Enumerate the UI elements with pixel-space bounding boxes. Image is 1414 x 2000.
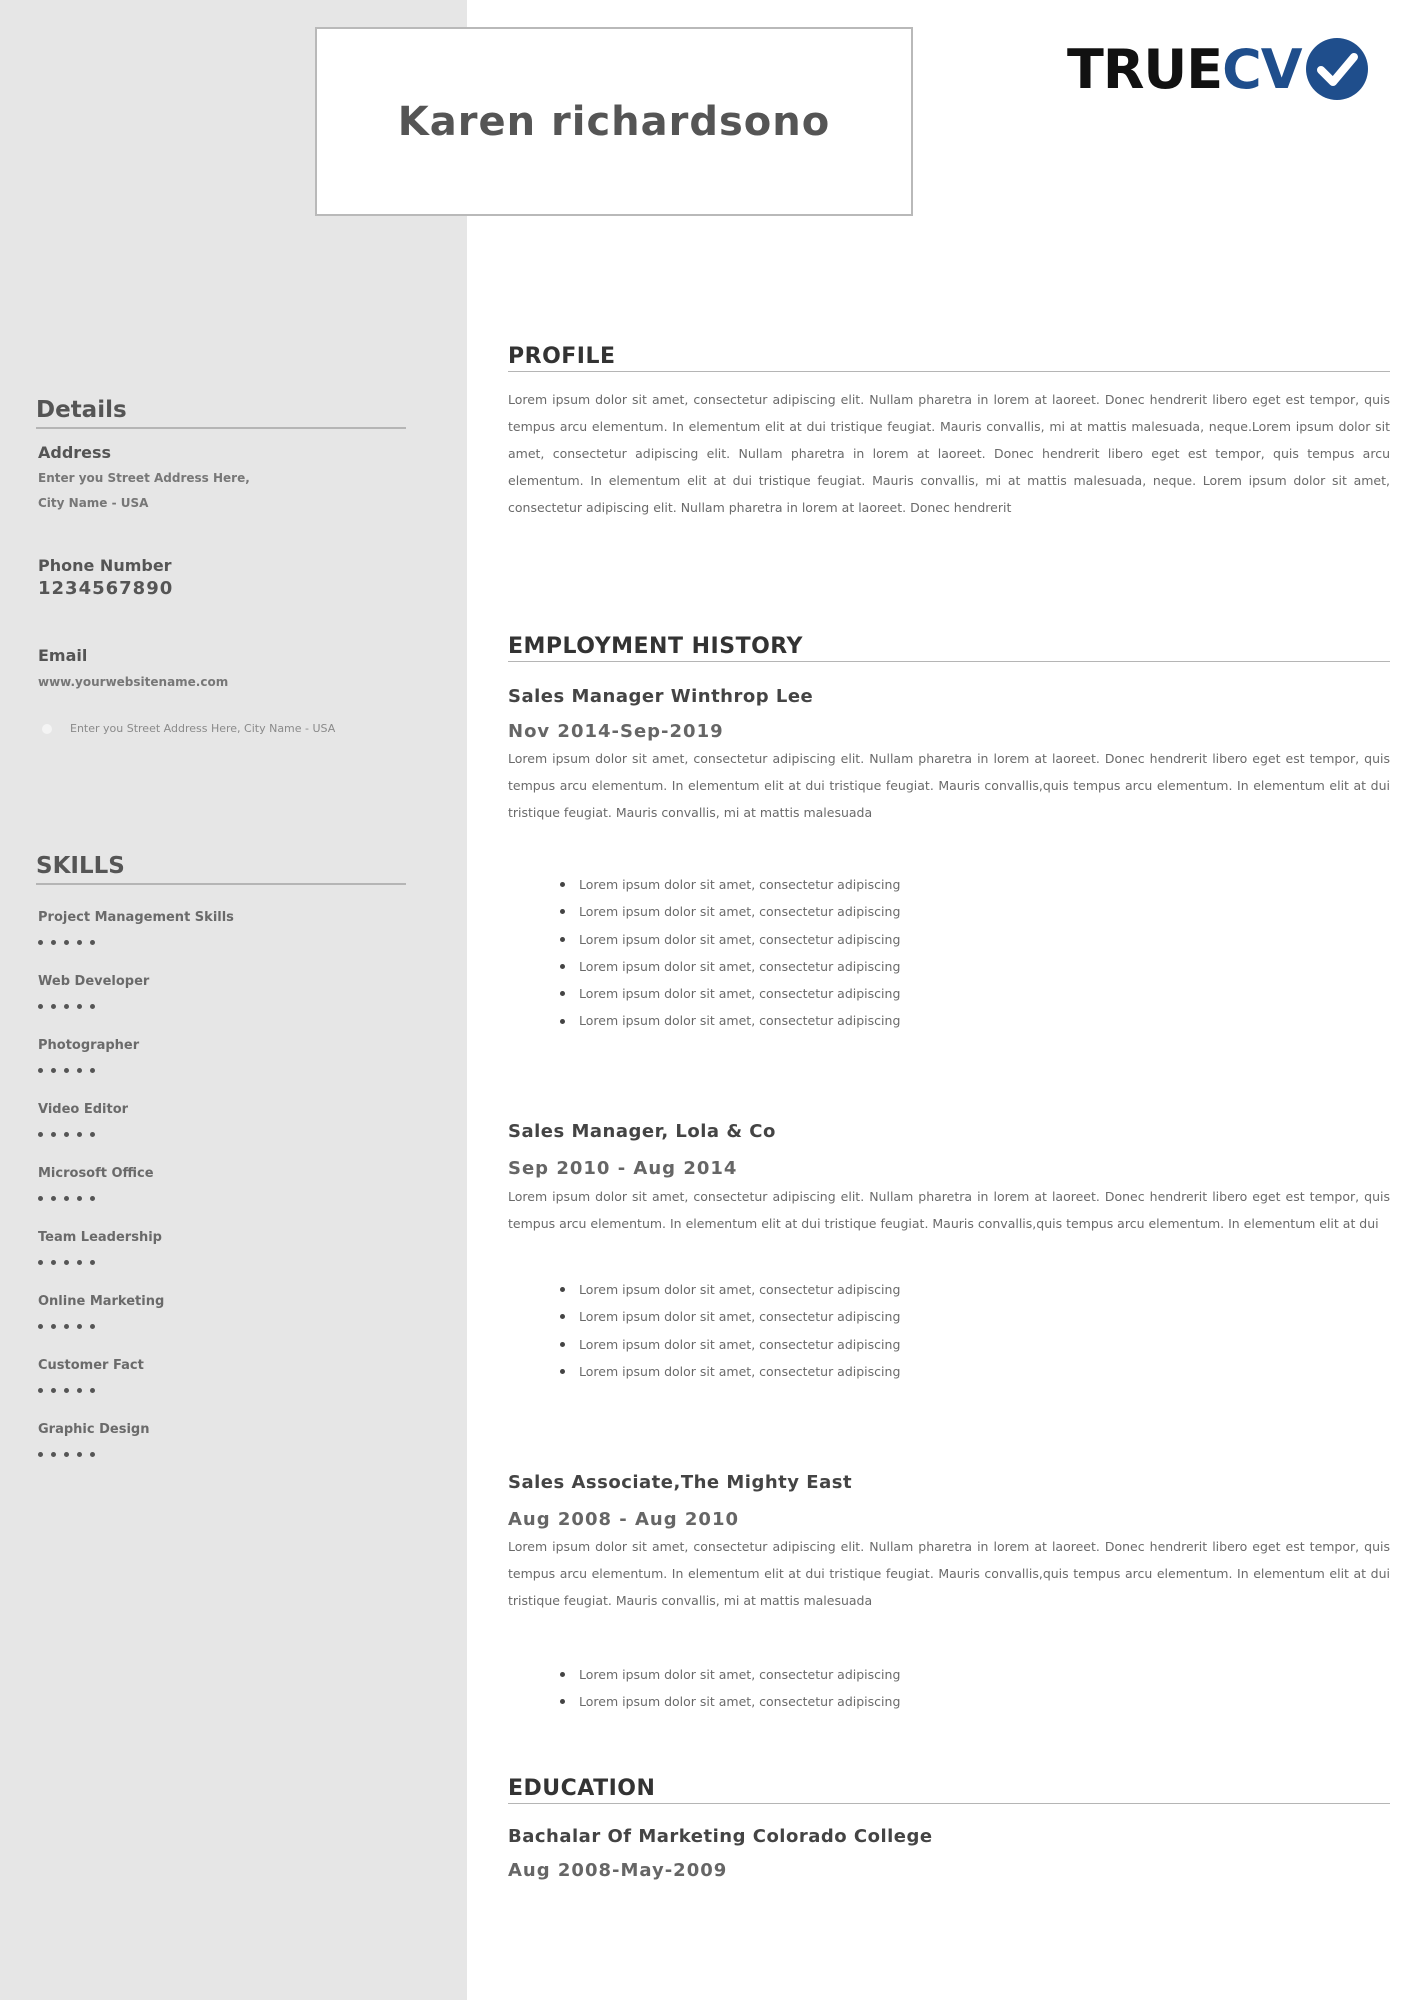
skill-rating [38,1316,234,1329]
phone-value: 1234567890 [38,578,174,599]
job-dates: Nov 2014-Sep-2019 [508,721,724,742]
details-heading: Details [36,397,406,429]
job-title: Sales Manager, Lola & Co [508,1121,776,1142]
skill-rating [38,1124,234,1137]
rating-star-icon [64,1452,69,1457]
skill-item [38,1230,234,1294]
skill-name: Microsoft Office [38,1166,154,1181]
rating-star-icon [64,1260,69,1265]
rating-star-icon [38,1068,43,1073]
address-label: Address [38,443,112,462]
phone-label: Phone Number [38,556,172,575]
rating-star-icon [77,1260,82,1265]
skill-rating [38,1060,234,1073]
bullet-dot-icon [42,724,52,734]
rating-star-icon [77,1132,82,1137]
rating-star-icon [64,1196,69,1201]
rating-star-icon [51,1452,56,1457]
rating-star-icon [90,1132,95,1137]
email-value[interactable]: www.yourwebsitename.com [38,675,229,689]
rating-star-icon [90,1068,95,1073]
rating-star-icon [38,1452,43,1457]
rating-star-icon [64,1388,69,1393]
rating-star-icon [64,1132,69,1137]
skill-name: Team Leadership [38,1230,162,1245]
rating-star-icon [64,1004,69,1009]
list-item: Lorem ipsum dolor sit amet, consectetur adipiscing [560,1303,900,1330]
skill-name: Online Marketing [38,1294,165,1309]
rating-star-icon [51,1260,56,1265]
job-description: Lorem ipsum dolor sit amet, consectetur adipiscing elit. Nullam pharetra in lorem at laoreet. Donec hendrerit libero eget est tempor, quis tempus arcu elementum. In elementum elit at dui tristique feugiat. Mauris convallis,quis tempus arcu elementum. In elementum elit at dui tristique feugiat. Mauris convallis, mi at mattis malesuada [508,1539,1390,1608]
rating-star-icon [51,1132,56,1137]
candidate-name: Karen richardsono [397,98,831,145]
rating-star-icon [38,940,43,945]
list-item: Lorem ipsum dolor sit amet, consectetur adipiscing [560,953,900,980]
skill-name: Customer Fact [38,1358,144,1373]
address-line-1: Enter you Street Address Here, [38,471,250,485]
list-item: Lorem ipsum dolor sit amet, consectetur adipiscing [560,1276,900,1303]
checkmark-badge-icon [1304,36,1370,102]
rating-star-icon [90,1452,95,1457]
job-description: Lorem ipsum dolor sit amet, consectetur adipiscing elit. Nullam pharetra in lorem at laoreet. Donec hendrerit libero eget est tempor, quis tempus arcu elementum. In elementum elit at dui tristique feugiat. Mauris convallis,quis tempus arcu elementum. In elementum elit at dui [508,1189,1390,1231]
job-title: Sales Manager Winthrop Lee [508,686,814,707]
job-description: Lorem ipsum dolor sit amet, consectetur adipiscing elit. Nullam pharetra in lorem at laoreet. Donec hendrerit libero eget est tempor, quis tempus arcu elementum. In elementum elit at dui tristique feugiat. Mauris convallis,quis tempus arcu elementum. In elementum elit at dui tristique feugiat. Mauris convallis, mi at mattis malesuada [508,751,1390,820]
name-box [315,27,913,216]
rating-star-icon [51,1068,56,1073]
address-line-2: City Name - USA [38,496,149,510]
list-item: Lorem ipsum dolor sit amet, consectetur adipiscing [560,1688,900,1715]
extra-address-text: Enter you Street Address Here, City Name - USA [70,722,336,735]
extra-address [42,722,335,735]
rating-star-icon [38,1132,43,1137]
rating-star-icon [77,1004,82,1009]
truecv-logo [1067,34,1370,104]
skills-list [38,910,234,1486]
skill-item [38,974,234,1038]
job-bullets [560,871,900,1035]
email-label: Email [38,646,88,665]
rating-star-icon [90,1260,95,1265]
list-item: Lorem ipsum dolor sit amet, consectetur adipiscing [560,1331,900,1358]
skill-name: Graphic Design [38,1422,150,1437]
list-item: Lorem ipsum dolor sit amet, consectetur adipiscing [560,871,900,898]
rating-star-icon [77,1324,82,1329]
skill-name: Video Editor [38,1102,129,1117]
rating-star-icon [38,1004,43,1009]
rating-star-icon [90,1388,95,1393]
job-title: Sales Associate,The Mighty East [508,1472,853,1493]
skill-item [38,1166,234,1230]
rating-star-icon [64,1324,69,1329]
skill-item [38,1422,234,1486]
skill-name: Project Management Skills [38,910,234,925]
logo-text-cv: CV [1222,37,1302,101]
list-item: Lorem ipsum dolor sit amet, consectetur adipiscing [560,1358,900,1385]
skill-item [38,1294,234,1358]
education-degree: Bachalar Of Marketing Colorado College [508,1826,933,1847]
job-bullets [560,1276,900,1385]
list-item: Lorem ipsum dolor sit amet, consectetur adipiscing [560,898,900,925]
profile-text: Lorem ipsum dolor sit amet, consectetur adipiscing elit. Nullam pharetra in lorem at laoreet. Donec hendrerit libero eget est tempor, quis tempus arcu elementum. In elementum elit at dui tristique feugiat. Mauris convallis, mi at mattis malesuada, neque.Lorem ipsum dolor sit amet, consectetur adipiscing elit. Nullam pharetra in lorem at laoreet. Donec hendrerit libero eget est tempor, quis tempus arcu elementum. In elementum elit at dui tristique feugiat. Mauris convallis, mi at mattis malesuada, neque. Lorem ipsum dolor sit amet, consectetur adipiscing elit. Nullam pharetra in lorem at laoreet. Donec hendrerit [508,392,1390,515]
list-item: Lorem ipsum dolor sit amet, consectetur adipiscing [560,926,900,953]
rating-star-icon [38,1324,43,1329]
skill-item [38,1038,234,1102]
skill-name: Photographer [38,1038,140,1053]
rating-star-icon [90,1004,95,1009]
rating-star-icon [51,1388,56,1393]
job-dates: Aug 2008 - Aug 2010 [508,1509,739,1530]
skill-rating [38,1444,234,1457]
skill-item [38,1102,234,1166]
skill-rating [38,1380,234,1393]
rating-star-icon [90,940,95,945]
skill-item [38,1358,234,1422]
rating-star-icon [51,940,56,945]
rating-star-icon [51,1196,56,1201]
rating-star-icon [38,1196,43,1201]
rating-star-icon [38,1388,43,1393]
job-bullets [560,1661,900,1716]
rating-star-icon [38,1260,43,1265]
rating-star-icon [64,940,69,945]
education-dates: Aug 2008-May-2009 [508,1860,728,1881]
rating-star-icon [77,1452,82,1457]
job-dates: Sep 2010 - Aug 2014 [508,1158,738,1179]
education-heading: EDUCATION [508,1776,1390,1804]
rating-star-icon [77,1196,82,1201]
list-item: Lorem ipsum dolor sit amet, consectetur adipiscing [560,980,900,1007]
rating-star-icon [64,1068,69,1073]
skills-heading: SKILLS [36,853,406,885]
rating-star-icon [90,1324,95,1329]
skill-item [38,910,234,974]
list-item: Lorem ipsum dolor sit amet, consectetur adipiscing [560,1007,900,1034]
rating-star-icon [77,1068,82,1073]
skill-name: Web Developer [38,974,150,989]
skill-rating [38,1252,234,1265]
rating-star-icon [51,1324,56,1329]
rating-star-icon [77,940,82,945]
employment-heading: EMPLOYMENT HISTORY [508,634,1390,662]
skill-rating [38,932,234,945]
rating-star-icon [51,1004,56,1009]
skill-rating [38,1188,234,1201]
rating-star-icon [77,1388,82,1393]
profile-heading: PROFILE [508,344,1390,372]
list-item: Lorem ipsum dolor sit amet, consectetur adipiscing [560,1661,900,1688]
logo-text-true: TRUE [1067,37,1223,101]
skill-rating [38,996,234,1009]
rating-star-icon [90,1196,95,1201]
